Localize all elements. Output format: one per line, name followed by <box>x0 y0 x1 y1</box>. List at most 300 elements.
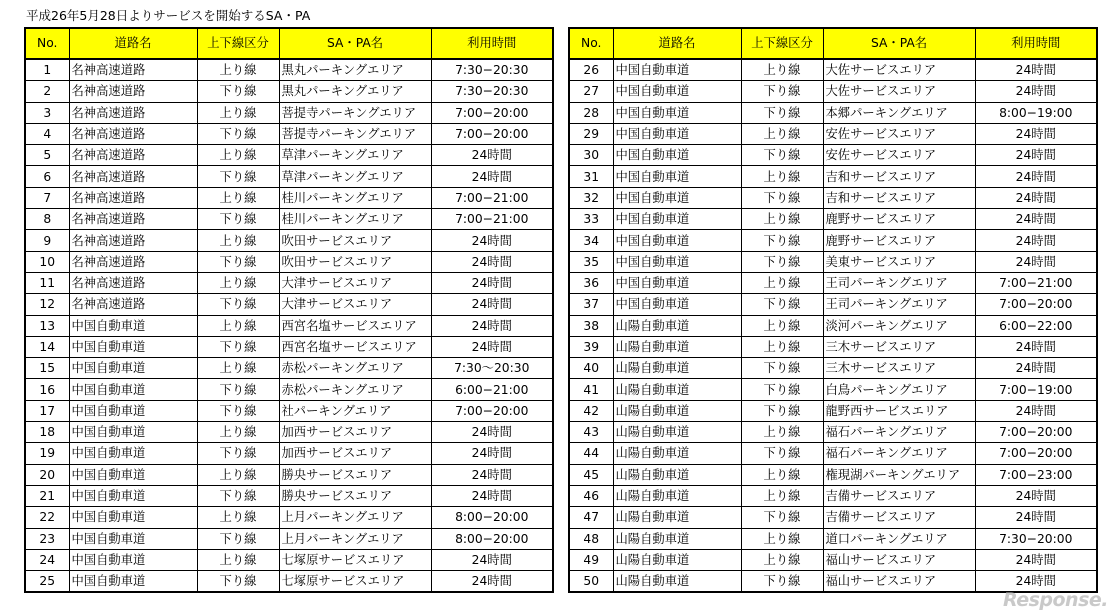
cell-sapa-name: 権現湖パーキングエリア <box>823 464 975 485</box>
cell-no: 8 <box>25 209 69 230</box>
cell-sapa-name: 美東サービスエリア <box>823 251 975 272</box>
cell-direction: 上り線 <box>197 507 279 528</box>
cell-road: 名神高速道路 <box>69 230 197 251</box>
cell-hours: 7:00−20:00 <box>975 443 1097 464</box>
cell-no: 28 <box>569 102 613 123</box>
cell-direction: 下り線 <box>741 358 823 379</box>
cell-sapa-name: 福石パーキングエリア <box>823 443 975 464</box>
cell-no: 27 <box>569 81 613 102</box>
cell-road: 山陽自動車道 <box>613 315 741 336</box>
cell-road: 中国自動車道 <box>613 209 741 230</box>
table-body-left <box>25 59 553 592</box>
cell-hours: 24時間 <box>975 123 1097 144</box>
cell-no: 36 <box>569 272 613 293</box>
cell-road: 名神高速道路 <box>69 123 197 144</box>
cell-road: 山陽自動車道 <box>613 358 741 379</box>
table-row <box>569 400 1097 421</box>
cell-direction: 下り線 <box>197 400 279 421</box>
cell-hours: 24時間 <box>431 485 553 506</box>
cell-no: 22 <box>25 507 69 528</box>
cell-direction: 上り線 <box>741 528 823 549</box>
cell-road: 山陽自動車道 <box>613 464 741 485</box>
cell-sapa-name: 上月パーキングエリア <box>279 507 431 528</box>
cell-road: 山陽自動車道 <box>613 528 741 549</box>
cell-direction: 上り線 <box>741 549 823 570</box>
cell-road: 中国自動車道 <box>613 102 741 123</box>
cell-no: 4 <box>25 123 69 144</box>
cell-sapa-name: 鹿野サービスエリア <box>823 230 975 251</box>
cell-no: 40 <box>569 358 613 379</box>
cell-sapa-name: 福山サービスエリア <box>823 571 975 593</box>
table-row <box>25 102 553 123</box>
table-row <box>25 485 553 506</box>
cell-sapa-name: 大津サービスエリア <box>279 272 431 293</box>
cell-no: 11 <box>25 272 69 293</box>
table-row <box>25 209 553 230</box>
cell-road: 名神高速道路 <box>69 187 197 208</box>
cell-road: 中国自動車道 <box>69 549 197 570</box>
cell-direction: 下り線 <box>197 379 279 400</box>
cell-direction: 上り線 <box>197 315 279 336</box>
table-row <box>25 464 553 485</box>
cell-no: 26 <box>569 59 613 81</box>
cell-direction: 上り線 <box>741 485 823 506</box>
cell-sapa-name: 大佐サービスエリア <box>823 81 975 102</box>
cell-no: 37 <box>569 294 613 315</box>
cell-road: 中国自動車道 <box>69 464 197 485</box>
cell-road: 山陽自動車道 <box>613 507 741 528</box>
cell-direction: 下り線 <box>741 187 823 208</box>
cell-sapa-name: 吹田サービスエリア <box>279 230 431 251</box>
header-direction: 上下線区分 <box>741 28 823 59</box>
cell-direction: 上り線 <box>197 358 279 379</box>
cell-sapa-name: 赤松パーキングエリア <box>279 379 431 400</box>
table-row <box>25 145 553 166</box>
cell-sapa-name: 吉和サービスエリア <box>823 187 975 208</box>
cell-hours: 24時間 <box>975 400 1097 421</box>
cell-hours: 24時間 <box>975 59 1097 81</box>
header-road: 道路名 <box>69 28 197 59</box>
cell-hours: 24時間 <box>431 230 553 251</box>
cell-direction: 上り線 <box>741 464 823 485</box>
cell-direction: 上り線 <box>741 336 823 357</box>
cell-sapa-name: 道口パーキングエリア <box>823 528 975 549</box>
cell-sapa-name: 勝央サービスエリア <box>279 464 431 485</box>
table-header-row <box>569 28 1097 59</box>
cell-road: 山陽自動車道 <box>613 379 741 400</box>
cell-direction: 下り線 <box>741 400 823 421</box>
cell-hours: 7:00−21:00 <box>975 272 1097 293</box>
cell-road: 名神高速道路 <box>69 102 197 123</box>
cell-no: 25 <box>25 571 69 593</box>
table-row <box>569 102 1097 123</box>
table-row <box>569 549 1097 570</box>
cell-sapa-name: 本郷パーキングエリア <box>823 102 975 123</box>
table-row <box>569 315 1097 336</box>
cell-hours: 24時間 <box>975 187 1097 208</box>
cell-hours: 8:00−20:00 <box>431 507 553 528</box>
cell-road: 中国自動車道 <box>613 272 741 293</box>
cell-direction: 上り線 <box>741 123 823 144</box>
table-row <box>569 422 1097 443</box>
cell-road: 中国自動車道 <box>613 230 741 251</box>
cell-hours: 24時間 <box>975 166 1097 187</box>
cell-hours: 24時間 <box>431 294 553 315</box>
cell-direction: 下り線 <box>197 571 279 593</box>
cell-no: 45 <box>569 464 613 485</box>
cell-direction: 下り線 <box>741 81 823 102</box>
cell-sapa-name: 加西サービスエリア <box>279 422 431 443</box>
table-row <box>25 187 553 208</box>
cell-direction: 上り線 <box>197 464 279 485</box>
cell-no: 30 <box>569 145 613 166</box>
response-watermark: Response. <box>1003 589 1108 611</box>
cell-direction: 上り線 <box>197 59 279 81</box>
cell-road: 名神高速道路 <box>69 209 197 230</box>
table-row <box>569 123 1097 144</box>
cell-sapa-name: 七塚原サービスエリア <box>279 571 431 593</box>
cell-no: 9 <box>25 230 69 251</box>
cell-road: 中国自動車道 <box>613 123 741 144</box>
cell-direction: 下り線 <box>741 102 823 123</box>
table-row <box>569 294 1097 315</box>
cell-no: 46 <box>569 485 613 506</box>
cell-no: 47 <box>569 507 613 528</box>
cell-direction: 下り線 <box>197 443 279 464</box>
cell-no: 7 <box>25 187 69 208</box>
cell-direction: 上り線 <box>741 422 823 443</box>
table-row <box>25 123 553 144</box>
cell-direction: 下り線 <box>741 443 823 464</box>
cell-sapa-name: 黒丸パーキングエリア <box>279 81 431 102</box>
cell-direction: 上り線 <box>741 272 823 293</box>
cell-hours: 7:00−20:00 <box>431 400 553 421</box>
cell-hours: 24時間 <box>975 209 1097 230</box>
cell-road: 中国自動車道 <box>69 507 197 528</box>
cell-sapa-name: 龍野西サービスエリア <box>823 400 975 421</box>
cell-sapa-name: 黒丸パーキングエリア <box>279 59 431 81</box>
cell-direction: 下り線 <box>741 571 823 593</box>
cell-direction: 下り線 <box>741 379 823 400</box>
cell-hours: 24時間 <box>431 571 553 593</box>
cell-road: 名神高速道路 <box>69 145 197 166</box>
table-row <box>25 59 553 81</box>
cell-road: 中国自動車道 <box>613 166 741 187</box>
cell-sapa-name: 鹿野サービスエリア <box>823 209 975 230</box>
cell-hours: 7:00−20:00 <box>975 294 1097 315</box>
cell-road: 山陽自動車道 <box>613 422 741 443</box>
cell-direction: 下り線 <box>197 528 279 549</box>
cell-direction: 下り線 <box>741 251 823 272</box>
table-row <box>25 443 553 464</box>
cell-hours: 7:00−20:00 <box>975 422 1097 443</box>
cell-no: 13 <box>25 315 69 336</box>
cell-hours: 24時間 <box>975 230 1097 251</box>
cell-road: 山陽自動車道 <box>613 336 741 357</box>
cell-sapa-name: 大佐サービスエリア <box>823 59 975 81</box>
cell-road: 中国自動車道 <box>69 422 197 443</box>
cell-sapa-name: 草津パーキングエリア <box>279 166 431 187</box>
cell-sapa-name: 王司パーキングエリア <box>823 294 975 315</box>
cell-sapa-name: 三木サービスエリア <box>823 336 975 357</box>
cell-road: 名神高速道路 <box>69 166 197 187</box>
table-row <box>25 422 553 443</box>
table-row <box>25 507 553 528</box>
cell-road: 中国自動車道 <box>69 571 197 593</box>
table-row <box>569 464 1097 485</box>
cell-hours: 24時間 <box>431 422 553 443</box>
cell-no: 23 <box>25 528 69 549</box>
cell-hours: 24時間 <box>431 336 553 357</box>
cell-no: 48 <box>569 528 613 549</box>
table-row <box>25 549 553 570</box>
cell-hours: 7:30−20:00 <box>975 528 1097 549</box>
cell-hours: 24時間 <box>431 166 553 187</box>
cell-sapa-name: 安佐サービスエリア <box>823 145 975 166</box>
cell-no: 43 <box>569 422 613 443</box>
cell-road: 山陽自動車道 <box>613 549 741 570</box>
table-row <box>569 230 1097 251</box>
table-row <box>569 209 1097 230</box>
cell-sapa-name: 草津パーキングエリア <box>279 145 431 166</box>
cell-direction: 上り線 <box>197 422 279 443</box>
cell-no: 31 <box>569 166 613 187</box>
header-sapa-name: SA・PA名 <box>823 28 975 59</box>
cell-hours: 8:00−19:00 <box>975 102 1097 123</box>
cell-sapa-name: 安佐サービスエリア <box>823 123 975 144</box>
cell-hours: 24時間 <box>431 145 553 166</box>
cell-no: 34 <box>569 230 613 251</box>
cell-sapa-name: 七塚原サービスエリア <box>279 549 431 570</box>
cell-no: 42 <box>569 400 613 421</box>
cell-direction: 下り線 <box>741 230 823 251</box>
cell-hours: 24時間 <box>431 272 553 293</box>
header-road: 道路名 <box>613 28 741 59</box>
cell-sapa-name: 社パーキングエリア <box>279 400 431 421</box>
cell-no: 33 <box>569 209 613 230</box>
cell-hours: 24時間 <box>975 251 1097 272</box>
cell-road: 中国自動車道 <box>69 528 197 549</box>
cell-direction: 下り線 <box>197 336 279 357</box>
table-row <box>569 528 1097 549</box>
cell-hours: 7:00−23:00 <box>975 464 1097 485</box>
cell-direction: 下り線 <box>741 294 823 315</box>
cell-sapa-name: 上月パーキングエリア <box>279 528 431 549</box>
cell-hours: 24時間 <box>431 443 553 464</box>
table-row <box>25 294 553 315</box>
cell-no: 16 <box>25 379 69 400</box>
cell-no: 3 <box>25 102 69 123</box>
header-no: No. <box>25 28 69 59</box>
cell-direction: 上り線 <box>741 59 823 81</box>
table-row <box>569 272 1097 293</box>
table-row <box>25 315 553 336</box>
cell-sapa-name: 菩提寺パーキングエリア <box>279 102 431 123</box>
table-row <box>25 272 553 293</box>
cell-direction: 下り線 <box>197 166 279 187</box>
table-row <box>25 528 553 549</box>
cell-road: 山陽自動車道 <box>613 400 741 421</box>
cell-sapa-name: 加西サービスエリア <box>279 443 431 464</box>
table-row <box>569 145 1097 166</box>
cell-direction: 上り線 <box>197 187 279 208</box>
cell-no: 17 <box>25 400 69 421</box>
table-row <box>569 81 1097 102</box>
cell-hours: 24時間 <box>975 358 1097 379</box>
table-row <box>569 251 1097 272</box>
cell-no: 19 <box>25 443 69 464</box>
table-body-right <box>569 59 1097 592</box>
cell-no: 14 <box>25 336 69 357</box>
cell-hours: 24時間 <box>975 549 1097 570</box>
cell-road: 山陽自動車道 <box>613 485 741 506</box>
table-row <box>569 443 1097 464</box>
cell-direction: 下り線 <box>741 507 823 528</box>
cell-hours: 7:00−21:00 <box>431 209 553 230</box>
cell-direction: 上り線 <box>197 145 279 166</box>
cell-direction: 下り線 <box>741 145 823 166</box>
cell-hours: 7:30−20:30 <box>431 59 553 81</box>
cell-direction: 下り線 <box>197 209 279 230</box>
cell-hours: 24時間 <box>975 485 1097 506</box>
cell-hours: 24時間 <box>975 145 1097 166</box>
cell-road: 名神高速道路 <box>69 272 197 293</box>
cell-hours: 24時間 <box>975 507 1097 528</box>
header-direction: 上下線区分 <box>197 28 279 59</box>
table-row <box>25 81 553 102</box>
cell-no: 39 <box>569 336 613 357</box>
cell-sapa-name: 西宮名塩サービスエリア <box>279 315 431 336</box>
cell-sapa-name: 西宮名塩サービスエリア <box>279 336 431 357</box>
table-row <box>25 166 553 187</box>
cell-no: 38 <box>569 315 613 336</box>
table-row <box>569 358 1097 379</box>
cell-no: 6 <box>25 166 69 187</box>
cell-direction: 下り線 <box>197 294 279 315</box>
header-hours: 利用時間 <box>431 28 553 59</box>
cell-no: 24 <box>25 549 69 570</box>
cell-hours: 24時間 <box>431 251 553 272</box>
cell-direction: 下り線 <box>197 81 279 102</box>
cell-road: 中国自動車道 <box>613 187 741 208</box>
table-header-row <box>25 28 553 59</box>
cell-no: 15 <box>25 358 69 379</box>
cell-road: 山陽自動車道 <box>613 571 741 593</box>
table-row <box>569 336 1097 357</box>
cell-no: 32 <box>569 187 613 208</box>
table-row <box>569 485 1097 506</box>
table-row <box>25 336 553 357</box>
cell-hours: 6:00−22:00 <box>975 315 1097 336</box>
cell-hours: 24時間 <box>431 464 553 485</box>
table-row <box>25 379 553 400</box>
cell-road: 中国自動車道 <box>69 443 197 464</box>
cell-sapa-name: 桂川パーキングエリア <box>279 187 431 208</box>
cell-no: 18 <box>25 422 69 443</box>
table-row <box>569 166 1097 187</box>
header-no: No. <box>569 28 613 59</box>
table-row <box>569 187 1097 208</box>
cell-hours: 24時間 <box>431 549 553 570</box>
cell-no: 41 <box>569 379 613 400</box>
cell-sapa-name: 勝央サービスエリア <box>279 485 431 506</box>
table-row <box>569 507 1097 528</box>
cell-road: 名神高速道路 <box>69 294 197 315</box>
sapa-table-right <box>568 27 1098 593</box>
cell-no: 44 <box>569 443 613 464</box>
cell-hours: 6:00−21:00 <box>431 379 553 400</box>
cell-no: 49 <box>569 549 613 570</box>
cell-road: 名神高速道路 <box>69 251 197 272</box>
cell-hours: 24時間 <box>975 336 1097 357</box>
cell-sapa-name: 赤松パーキングエリア <box>279 358 431 379</box>
document-title: 平成26年5月28日よりサービスを開始するSA・PA <box>26 8 311 23</box>
cell-no: 12 <box>25 294 69 315</box>
cell-hours: 7:00−21:00 <box>431 187 553 208</box>
cell-hours: 7:30−20:30 <box>431 81 553 102</box>
sapa-table-left <box>24 27 554 593</box>
cell-road: 中国自動車道 <box>69 336 197 357</box>
table-row <box>25 230 553 251</box>
cell-no: 50 <box>569 571 613 593</box>
cell-hours: 7:00−20:00 <box>431 123 553 144</box>
cell-no: 5 <box>25 145 69 166</box>
table-row <box>25 251 553 272</box>
cell-hours: 7:00−20:00 <box>431 102 553 123</box>
cell-road: 中国自動車道 <box>69 379 197 400</box>
table-row <box>569 379 1097 400</box>
cell-direction: 上り線 <box>741 315 823 336</box>
cell-direction: 上り線 <box>741 209 823 230</box>
cell-direction: 上り線 <box>741 166 823 187</box>
cell-sapa-name: 三木サービスエリア <box>823 358 975 379</box>
cell-direction: 上り線 <box>197 272 279 293</box>
cell-road: 中国自動車道 <box>613 294 741 315</box>
cell-road: 中国自動車道 <box>613 81 741 102</box>
cell-road: 中国自動車道 <box>69 485 197 506</box>
cell-no: 20 <box>25 464 69 485</box>
cell-sapa-name: 吹田サービスエリア <box>279 251 431 272</box>
cell-direction: 下り線 <box>197 485 279 506</box>
cell-sapa-name: 福石パーキングエリア <box>823 422 975 443</box>
cell-direction: 上り線 <box>197 549 279 570</box>
cell-road: 中国自動車道 <box>69 400 197 421</box>
cell-sapa-name: 白鳥パーキングエリア <box>823 379 975 400</box>
cell-hours: 7:00−19:00 <box>975 379 1097 400</box>
cell-no: 29 <box>569 123 613 144</box>
cell-road: 中国自動車道 <box>613 59 741 81</box>
cell-sapa-name: 大津サービスエリア <box>279 294 431 315</box>
cell-direction: 上り線 <box>197 230 279 251</box>
cell-direction: 上り線 <box>197 102 279 123</box>
cell-road: 名神高速道路 <box>69 81 197 102</box>
cell-no: 1 <box>25 59 69 81</box>
cell-no: 35 <box>569 251 613 272</box>
table-row <box>25 400 553 421</box>
table-row <box>25 358 553 379</box>
cell-sapa-name: 淡河パーキングエリア <box>823 315 975 336</box>
cell-sapa-name: 吉備サービスエリア <box>823 485 975 506</box>
cell-no: 21 <box>25 485 69 506</box>
cell-direction: 下り線 <box>197 123 279 144</box>
cell-hours: 24時間 <box>975 81 1097 102</box>
cell-hours: 24時間 <box>431 315 553 336</box>
cell-hours: 24時間 <box>975 571 1097 593</box>
cell-sapa-name: 桂川パーキングエリア <box>279 209 431 230</box>
cell-road: 中国自動車道 <box>613 145 741 166</box>
table-row <box>569 59 1097 81</box>
table-row <box>25 571 553 593</box>
